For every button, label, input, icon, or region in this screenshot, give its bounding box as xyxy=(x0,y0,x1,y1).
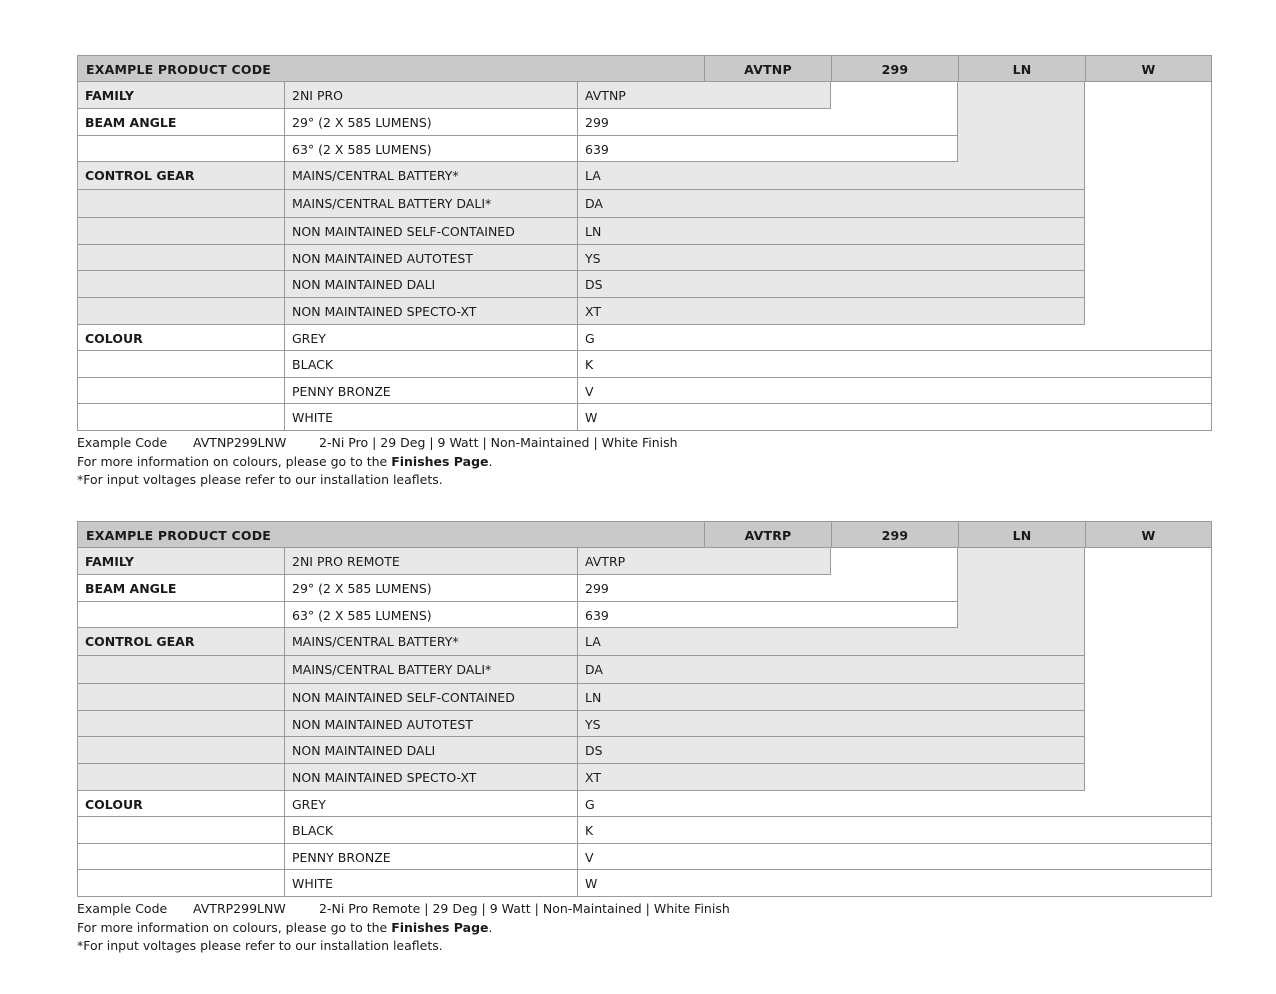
code-text: LN xyxy=(585,690,602,705)
header-code-1 xyxy=(704,55,831,82)
description-text: 2NI PRO REMOTE xyxy=(292,554,400,569)
code-text: LN xyxy=(585,224,602,239)
row-description xyxy=(284,628,577,656)
row-group-label xyxy=(77,351,284,378)
group-text: BEAM ANGLE xyxy=(85,581,177,596)
beam-code-edge xyxy=(957,82,958,162)
row-description xyxy=(284,378,577,404)
row-description xyxy=(284,245,577,271)
row-group-label xyxy=(77,325,284,351)
example-code-description: 2-Ni Pro | 29 Deg | 9 Watt | Non-Maintained | White Finish xyxy=(319,435,678,450)
row-code xyxy=(577,162,1085,190)
row-code xyxy=(577,109,958,136)
product-code-block-0 xyxy=(77,55,1212,487)
description-text: NON MAINTAINED SPECTO-XT xyxy=(292,304,477,319)
description-text: NON MAINTAINED DALI xyxy=(292,277,436,292)
code-text: V xyxy=(585,850,594,865)
row-group-label xyxy=(77,737,284,764)
header-code-text: AVTNP xyxy=(744,62,792,77)
row-divider xyxy=(77,896,1212,897)
description-text: 63° (2 X 585 LUMENS) xyxy=(292,142,432,157)
control-code-edge xyxy=(1084,82,1085,325)
description-text: BLACK xyxy=(292,823,334,838)
row-group-label xyxy=(77,817,284,844)
row-code xyxy=(577,628,1085,656)
row-code xyxy=(577,190,1085,218)
code-text: 639 xyxy=(585,608,609,623)
description-text: BLACK xyxy=(292,357,334,372)
row-code xyxy=(577,737,1085,764)
row-code xyxy=(577,351,1212,378)
row-code xyxy=(577,548,831,575)
code-text: DS xyxy=(585,743,603,758)
header-title-text: EXAMPLE PRODUCT CODE xyxy=(86,62,272,77)
description-text: NON MAINTAINED SELF-CONTAINED xyxy=(292,224,515,239)
row-divider xyxy=(77,403,1212,404)
row-group-label xyxy=(77,218,284,245)
row-description xyxy=(284,602,577,628)
code-text: 299 xyxy=(585,115,609,130)
row-code xyxy=(577,656,1085,684)
group-text: FAMILY xyxy=(85,88,134,103)
row-description xyxy=(284,325,577,351)
row-group-label xyxy=(77,298,284,325)
row-divider xyxy=(77,869,1212,870)
row-description xyxy=(284,351,577,378)
code-text: YS xyxy=(585,717,601,732)
description-column-divider xyxy=(577,82,578,431)
row-divider xyxy=(77,655,1085,656)
row-divider xyxy=(77,297,1085,298)
row-description xyxy=(284,870,577,897)
row-divider xyxy=(77,683,1085,684)
colours-info-text: For more information on colours, please go to the xyxy=(77,453,392,469)
table-left-border xyxy=(77,82,78,431)
row-divider xyxy=(77,108,831,109)
description-text: GREY xyxy=(292,797,326,812)
group-column-divider xyxy=(284,548,285,897)
description-text: WHITE xyxy=(292,410,333,425)
row-code xyxy=(577,575,958,602)
code-text: DA xyxy=(585,662,603,677)
row-divider xyxy=(77,350,1212,351)
row-description xyxy=(284,817,577,844)
row-code xyxy=(577,844,1212,870)
row-divider xyxy=(77,790,1085,791)
colours-info-text: For more information on colours, please go to the xyxy=(77,919,392,935)
control-code-edge xyxy=(1084,548,1085,791)
group-column-divider xyxy=(284,82,285,431)
description-text: NON MAINTAINED SPECTO-XT xyxy=(292,770,477,785)
row-divider xyxy=(77,843,1212,844)
product-code-table xyxy=(77,521,1212,897)
code-text: YS xyxy=(585,251,601,266)
example-code-value: AVTRP299LNW xyxy=(193,901,286,916)
row-divider xyxy=(77,430,1212,431)
row-description xyxy=(284,711,577,737)
row-group-label xyxy=(77,82,284,109)
header-code-text: 299 xyxy=(881,62,909,77)
header-code-2 xyxy=(831,55,958,82)
description-text: MAINS/CENTRAL BATTERY* xyxy=(292,168,459,183)
code-text: W xyxy=(585,410,598,425)
row-code xyxy=(577,136,958,162)
row-description xyxy=(284,218,577,245)
beam-code-edge xyxy=(957,548,958,628)
row-divider xyxy=(77,217,1085,218)
example-code-label: Example Code xyxy=(77,901,168,916)
row-code xyxy=(577,870,1212,897)
row-code xyxy=(577,271,1085,298)
header-code-4 xyxy=(1085,521,1212,548)
header-code-1 xyxy=(704,521,831,548)
row-divider xyxy=(77,135,958,136)
header-code-text: 299 xyxy=(881,528,909,543)
row-group-label xyxy=(77,271,284,298)
voltage-note-line xyxy=(77,937,1212,956)
row-description xyxy=(284,548,577,575)
row-group-label xyxy=(77,136,284,162)
group-text: BEAM ANGLE xyxy=(85,115,177,130)
row-description xyxy=(284,82,577,109)
row-group-label xyxy=(77,844,284,870)
description-text: WHITE xyxy=(292,876,333,891)
row-divider xyxy=(77,627,958,628)
description-text: MAINS/CENTRAL BATTERY DALI* xyxy=(292,196,492,211)
example-code-line xyxy=(77,434,1212,453)
row-code xyxy=(577,684,1085,711)
description-text: NON MAINTAINED AUTOTEST xyxy=(292,717,473,732)
row-description xyxy=(284,162,577,190)
row-divider xyxy=(77,244,1085,245)
row-divider xyxy=(77,189,1085,190)
example-code-value: AVTNP299LNW xyxy=(193,435,287,450)
description-text: MAINS/CENTRAL BATTERY DALI* xyxy=(292,662,492,677)
family-code-edge xyxy=(830,82,831,109)
header-code-3 xyxy=(958,55,1085,82)
header-code-text: W xyxy=(1141,62,1156,77)
row-description xyxy=(284,136,577,162)
header-code-text: W xyxy=(1141,528,1156,543)
row-group-label xyxy=(77,575,284,602)
code-text: AVTNP xyxy=(585,88,626,103)
row-group-label xyxy=(77,684,284,711)
code-text: K xyxy=(585,823,594,838)
finishes-page-link[interactable]: Finishes Page xyxy=(391,453,489,469)
code-text: 639 xyxy=(585,142,609,157)
row-code xyxy=(577,791,1212,817)
row-divider xyxy=(77,736,1085,737)
description-text: MAINS/CENTRAL BATTERY* xyxy=(292,634,459,649)
row-divider xyxy=(77,324,1085,325)
table-right-border xyxy=(1211,548,1212,897)
row-divider xyxy=(77,161,958,162)
family-code-edge xyxy=(830,548,831,575)
colours-info-suffix: . xyxy=(488,453,493,469)
table-header-title xyxy=(77,55,704,82)
group-text: COLOUR xyxy=(85,331,143,346)
header-code-text: LN xyxy=(1012,528,1032,543)
description-text: PENNY BRONZE xyxy=(292,850,391,865)
header-code-text: LN xyxy=(1012,62,1032,77)
row-description xyxy=(284,684,577,711)
code-text: 299 xyxy=(585,581,609,596)
row-group-label xyxy=(77,656,284,684)
row-code xyxy=(577,711,1085,737)
code-text: DS xyxy=(585,277,603,292)
row-description xyxy=(284,575,577,602)
code-text: K xyxy=(585,357,594,372)
row-group-label xyxy=(77,548,284,575)
row-description xyxy=(284,404,577,431)
row-description xyxy=(284,271,577,298)
row-divider xyxy=(77,601,958,602)
group-text: COLOUR xyxy=(85,797,143,812)
row-divider xyxy=(77,816,1212,817)
description-text: NON MAINTAINED SELF-CONTAINED xyxy=(292,690,515,705)
row-group-label xyxy=(77,109,284,136)
row-divider xyxy=(77,710,1085,711)
row-divider xyxy=(77,763,1085,764)
code-text: G xyxy=(585,797,595,812)
row-group-label xyxy=(77,162,284,190)
table-left-border xyxy=(77,548,78,897)
row-description xyxy=(284,656,577,684)
row-description xyxy=(284,190,577,218)
row-description xyxy=(284,764,577,791)
row-code xyxy=(577,817,1212,844)
description-text: 2NI PRO xyxy=(292,88,344,103)
code-text: V xyxy=(585,384,594,399)
description-text: 63° (2 X 585 LUMENS) xyxy=(292,608,432,623)
colours-info-line xyxy=(77,453,1212,472)
row-code xyxy=(577,764,1085,791)
row-group-label xyxy=(77,404,284,431)
description-column-divider xyxy=(577,548,578,897)
row-code xyxy=(577,404,1212,431)
row-code xyxy=(577,245,1085,271)
row-code xyxy=(577,325,1212,351)
row-code xyxy=(577,218,1085,245)
code-text: XT xyxy=(585,304,601,319)
colours-info-line xyxy=(77,919,1212,938)
example-code-description: 2-Ni Pro Remote | 29 Deg | 9 Watt | Non-Maintained | White Finish xyxy=(319,901,730,916)
example-code-line xyxy=(77,900,1212,919)
group-text: CONTROL GEAR xyxy=(85,168,195,183)
description-text: PENNY BRONZE xyxy=(292,384,391,399)
description-text: 29° (2 X 585 LUMENS) xyxy=(292,581,432,596)
row-divider xyxy=(77,270,1085,271)
row-code xyxy=(577,602,958,628)
row-divider xyxy=(77,574,831,575)
row-group-label xyxy=(77,245,284,271)
row-group-label xyxy=(77,190,284,218)
row-group-label xyxy=(77,791,284,817)
row-divider xyxy=(77,377,1212,378)
code-text: AVTRP xyxy=(585,554,626,569)
product-code-block-1 xyxy=(77,521,1212,953)
voltage-note-text: *For input voltages please refer to our installation leaflets. xyxy=(77,938,443,953)
row-description xyxy=(284,791,577,817)
row-code xyxy=(577,378,1212,404)
code-text: G xyxy=(585,331,595,346)
finishes-page-link[interactable]: Finishes Page xyxy=(391,919,489,935)
row-code xyxy=(577,298,1085,325)
code-text: LA xyxy=(585,634,601,649)
description-text: NON MAINTAINED DALI xyxy=(292,743,436,758)
example-code-label: Example Code xyxy=(77,435,168,450)
header-code-text: AVTRP xyxy=(744,528,792,543)
row-group-label xyxy=(77,602,284,628)
colours-info-suffix: . xyxy=(488,919,493,935)
group-text: FAMILY xyxy=(85,554,134,569)
row-description xyxy=(284,844,577,870)
voltage-note-text: *For input voltages please refer to our installation leaflets. xyxy=(77,472,443,487)
code-text: LA xyxy=(585,168,601,183)
row-group-label xyxy=(77,378,284,404)
table-right-border xyxy=(1211,82,1212,431)
table-header-title xyxy=(77,521,704,548)
row-code xyxy=(577,82,831,109)
row-description xyxy=(284,298,577,325)
row-description xyxy=(284,109,577,136)
description-text: 29° (2 X 585 LUMENS) xyxy=(292,115,432,130)
header-code-2 xyxy=(831,521,958,548)
code-text: W xyxy=(585,876,598,891)
description-text: GREY xyxy=(292,331,326,346)
row-group-label xyxy=(77,711,284,737)
code-text: XT xyxy=(585,770,601,785)
product-code-table xyxy=(77,55,1212,431)
header-title-text: EXAMPLE PRODUCT CODE xyxy=(86,528,272,543)
voltage-note-line xyxy=(77,471,1212,490)
group-text: CONTROL GEAR xyxy=(85,634,195,649)
header-code-3 xyxy=(958,521,1085,548)
row-group-label xyxy=(77,628,284,656)
row-description xyxy=(284,737,577,764)
header-code-4 xyxy=(1085,55,1212,82)
table-notes xyxy=(77,900,1212,956)
row-group-label xyxy=(77,870,284,897)
code-text: DA xyxy=(585,196,603,211)
description-text: NON MAINTAINED AUTOTEST xyxy=(292,251,473,266)
table-notes xyxy=(77,434,1212,490)
row-group-label xyxy=(77,764,284,791)
